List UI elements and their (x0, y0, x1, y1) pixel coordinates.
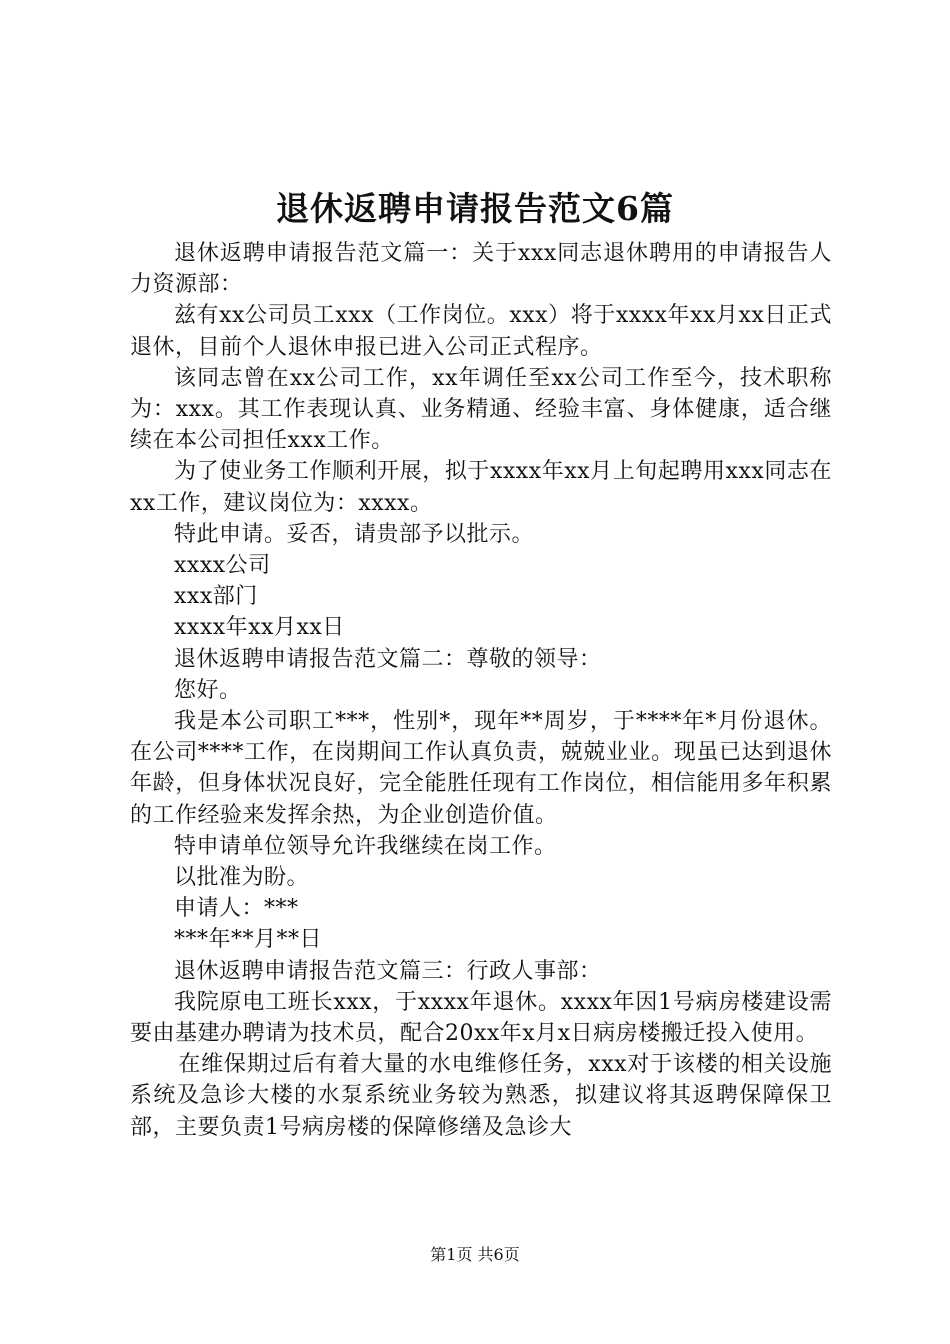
page-footer: 第1页 共6页 (430, 1245, 520, 1264)
section-heading: 退休返聘申请报告范文篇三：行政人事部： (174, 958, 602, 984)
paragraph: 以批准为盼。 (174, 865, 310, 891)
applicant-date: ***年**月**日 (174, 927, 323, 953)
paragraph: 该同志曾在xx公司工作，xx年调任至xx公司工作至今，技术职称为：xxx。其工作表现认真、业务精通、经验丰富、身体健康，适合继续在本公司担任xxx工作。 (130, 365, 832, 454)
signature-date: xxxx年xx月xx日 (174, 615, 345, 641)
paragraph: 特申请单位领导允许我继续在岗工作。 (174, 833, 557, 859)
document-title: 退休返聘申请报告范文6篇 (276, 189, 674, 228)
paragraph: 特此申请。妥否，请贵部予以批示。 (174, 521, 535, 547)
paragraph: 为了使业务工作顺利开展，拟于xxxx年xx月上旬起聘用xxx同志在xx工作，建议岗位为：xxxx。 (130, 459, 832, 516)
paragraph: 您好。 (174, 677, 242, 703)
paragraph: 我院原电工班长xxx，于xxxx年退休。xxxx年因1号病房楼建设需要由基建办聘请为技术员，配合20xx年x月x日病房楼搬迁投入使用。 (130, 989, 832, 1047)
signature-department: xxx部门 (174, 584, 258, 610)
paragraph: 我是本公司职工***，性别*，现年**周岁，于****年*月份退休。在公司****工作，在岗期间工作认真负责，兢兢业业。现虽已达到退休年龄，但身体状况良好，完全能胜任现有工作岗位，相信能用多年积累的工作经验来发挥余热，为企业创造价值。 (130, 709, 832, 828)
paragraph: 退休返聘申请报告范文篇一：关于xxx同志退休聘用的申请报告人力资源部： (130, 241, 832, 298)
paragraph: 兹有xx公司员工xxx（工作岗位。xxx）将于xxxx年xx月xx日正式退休，目前个人退休申报已进入公司正式程序。 (130, 303, 832, 360)
document-body (130, 238, 832, 1143)
signature-company: xxxx公司 (174, 553, 271, 579)
section-heading: 退休返聘申请报告范文篇二：尊敬的领导： (174, 646, 602, 672)
applicant-line: 申请人：*** (174, 896, 299, 922)
paragraph: 在维保期过后有着大量的水电维修任务，xxx对于该楼的相关设施系统及急诊大楼的水泵系统业务较为熟悉，拟建议将其返聘保障保卫部，主要负责1号病房楼的保障修缮及急诊大 (130, 1052, 832, 1140)
